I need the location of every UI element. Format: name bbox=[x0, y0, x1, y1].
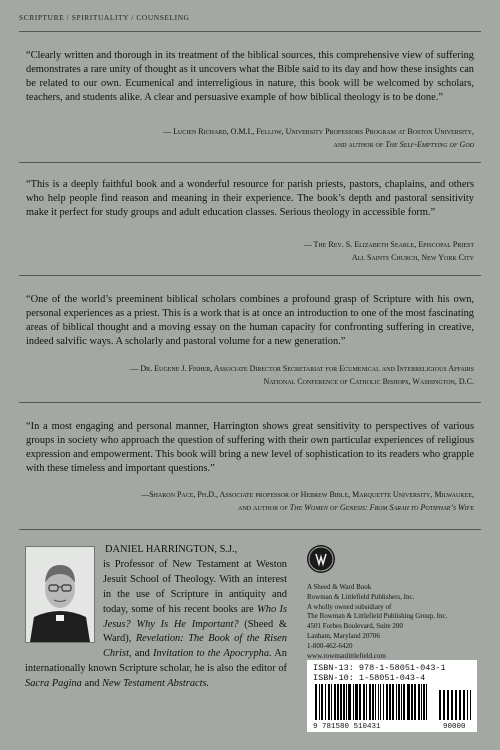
author-bio bbox=[25, 543, 287, 692]
publisher-line: Lanham, Maryland 20706 bbox=[307, 631, 380, 640]
barcode-bar bbox=[423, 684, 425, 720]
barcode-bar bbox=[375, 684, 376, 720]
addon-bar bbox=[463, 690, 465, 720]
barcode-bar bbox=[359, 684, 361, 720]
barcode-bar bbox=[355, 684, 358, 720]
barcode-bar bbox=[396, 684, 397, 720]
barcode-bar bbox=[411, 684, 413, 720]
barcode-bar bbox=[369, 684, 371, 720]
category-label: SCRIPTURE / SPIRITUALITY / COUNSELING bbox=[19, 13, 190, 22]
photo-spacer bbox=[25, 558, 103, 653]
barcode-bar bbox=[366, 684, 367, 720]
attribution-line: — The Rev. S. Elizabeth Searle, Episcopal Priest bbox=[303, 240, 474, 249]
barcode-bar bbox=[321, 684, 323, 720]
barcode-bar bbox=[348, 684, 351, 720]
divider bbox=[19, 275, 481, 276]
addon-bar bbox=[439, 690, 441, 720]
bio-text: is Professor of New Testament at Weston Jesuit School of Theology. With an interest in the use of Scripture in antiquity and today, some of his recent books are Who Is Jesus? Why Is He Important? (Sheed & Ward), Revelation: The Book of the Risen Christ, and Invitation to the Apocrypha. An internationally known Scripture scholar, he is also the editor of Sacra Pagina and New Testament Abstracts. bbox=[25, 558, 287, 690]
barcode-bar bbox=[315, 684, 317, 720]
publisher-info bbox=[307, 583, 477, 661]
barcode-bar bbox=[414, 684, 416, 720]
addon-bar bbox=[459, 690, 461, 720]
addon-bar bbox=[470, 690, 471, 720]
author-name: DANIEL HARRINGTON, S.J., bbox=[105, 544, 238, 555]
attribution-line: All Saints Church, New York City bbox=[351, 253, 474, 262]
review-attribution bbox=[14, 488, 474, 514]
attribution-line: and author of The Self-Emptying of God bbox=[333, 140, 474, 149]
barcode-bar bbox=[418, 684, 420, 720]
publisher-line: 1-800-462-6420 bbox=[307, 641, 353, 650]
divider bbox=[19, 529, 481, 530]
barcode-bar bbox=[372, 684, 374, 720]
barcode-bar bbox=[383, 684, 384, 720]
barcode-bar bbox=[389, 684, 391, 720]
review-attribution bbox=[14, 238, 474, 264]
publisher-line: 4501 Forbes Boulevard, Suite 200 bbox=[307, 622, 403, 631]
addon-bar bbox=[451, 690, 453, 720]
publisher-line: A Sheed & Ward Book bbox=[307, 583, 372, 591]
review-attribution bbox=[14, 125, 474, 151]
review-quote: “In a most engaging and personal manner, Harrington shows great sensitivity to perspectives of various groups in society who approach the question of suffering with their own particular experiences of religious expression and empowerment. This book will bring a new level of sophistication to its readers who grapple with these timeless and important questions.” bbox=[26, 421, 474, 474]
review-attribution bbox=[14, 362, 474, 388]
review-quote: “This is a deeply faithful book and a wonderful resource for parish priests, pastors, chaplains, and others who help people find reason and meaning in their experience. The book’s depth and pastoral sensitivity make it perfect for study groups and adult education classes. Serious theology in accessible form.” bbox=[26, 179, 474, 218]
barcode-bar bbox=[403, 684, 405, 720]
barcode-bar bbox=[386, 684, 388, 720]
barcode-bar bbox=[319, 684, 320, 720]
addon-bar bbox=[455, 690, 457, 720]
review-quote: “One of the world’s preeminent biblical scholars combines a profound grasp of Scripture with his own, personal experiences as a priest. This is a work that is at once an introduction to one of the most fascinating areas of biblical thought and a moving essay on the human capacity for confronting suffering in creative, indeed salvific ways. A scholarly and pastoral volume for a new generation.” bbox=[26, 294, 474, 347]
addon-bar bbox=[443, 690, 445, 720]
publisher-logo-icon bbox=[307, 545, 335, 573]
barcode-bar bbox=[401, 684, 402, 720]
barcode-bar bbox=[398, 684, 400, 720]
barcode-bar bbox=[363, 684, 365, 720]
addon-bar bbox=[467, 690, 468, 720]
barcode-bar bbox=[337, 684, 339, 720]
barcode-bar bbox=[343, 684, 345, 720]
barcode-bar bbox=[378, 684, 379, 720]
barcode-bar bbox=[421, 684, 422, 720]
attribution-line: —Sharon Pace, Ph.D., Associate professor of Hebrew Bible, Marquette University, Milwaukee, bbox=[141, 490, 474, 499]
publisher-line: The Rowman & Littlefield Publishing Group, Inc. bbox=[307, 612, 448, 621]
barcode-bar bbox=[426, 684, 427, 720]
addon-bar bbox=[447, 690, 449, 720]
barcode-bar bbox=[328, 684, 330, 720]
publisher-line: Rowman & Littlefield Publishers, Inc. bbox=[307, 592, 415, 601]
publisher-line: www.rowmanlittlefield.com bbox=[307, 651, 386, 660]
publisher-line: A wholly owned subsidiary of bbox=[307, 602, 392, 611]
attribution-line: National Conference of Catholic Bishops, Washington, D.C. bbox=[263, 377, 474, 386]
attribution-line: — Dr. Eugene J. Fisher, Associate Director Secretariat for Ecumenical and Interreligious Affairs bbox=[130, 364, 474, 373]
barcode-bar bbox=[346, 684, 347, 720]
barcode-bar bbox=[331, 684, 332, 720]
isbn13-label: ISBN-13: 978-1-58051-043-1 bbox=[313, 663, 446, 673]
divider bbox=[19, 31, 481, 32]
barcode-bar bbox=[325, 684, 326, 720]
barcode-bar bbox=[340, 684, 342, 720]
barcode-bar bbox=[353, 684, 354, 720]
isbn-barcode bbox=[307, 660, 477, 732]
divider bbox=[19, 162, 481, 163]
addon-digits: 90000 bbox=[443, 723, 466, 731]
ean-digits: 9 781580 510431 bbox=[313, 723, 381, 731]
barcode-bar bbox=[392, 684, 394, 720]
isbn10-label: ISBN-10: 1-58051-043-4 bbox=[313, 673, 426, 683]
barcode-bar bbox=[380, 684, 381, 720]
barcode-bar bbox=[407, 684, 410, 720]
attribution-line: and author of The Women of Genesis: From Sarah to Potiphar’s Wife bbox=[238, 503, 474, 512]
review-quote: “Clearly written and thorough in its treatment of the biblical sources, this comprehensive view of suffering demonstrates a rare unity of thought as it uncovers what the Bible said to its day and how these insights can be related to our own. Ecumenical and interreligious in nature, this book will be welcomed by scholars, teachers, and students alike. A clear and persuasive example of how biblical theology is to be done.” bbox=[26, 50, 474, 103]
barcode-bar bbox=[334, 684, 336, 720]
attribution-line: — Lucien Richard, O.M.I., Fellow, University Professors Program at Boston University, bbox=[163, 127, 474, 136]
divider bbox=[19, 402, 481, 403]
